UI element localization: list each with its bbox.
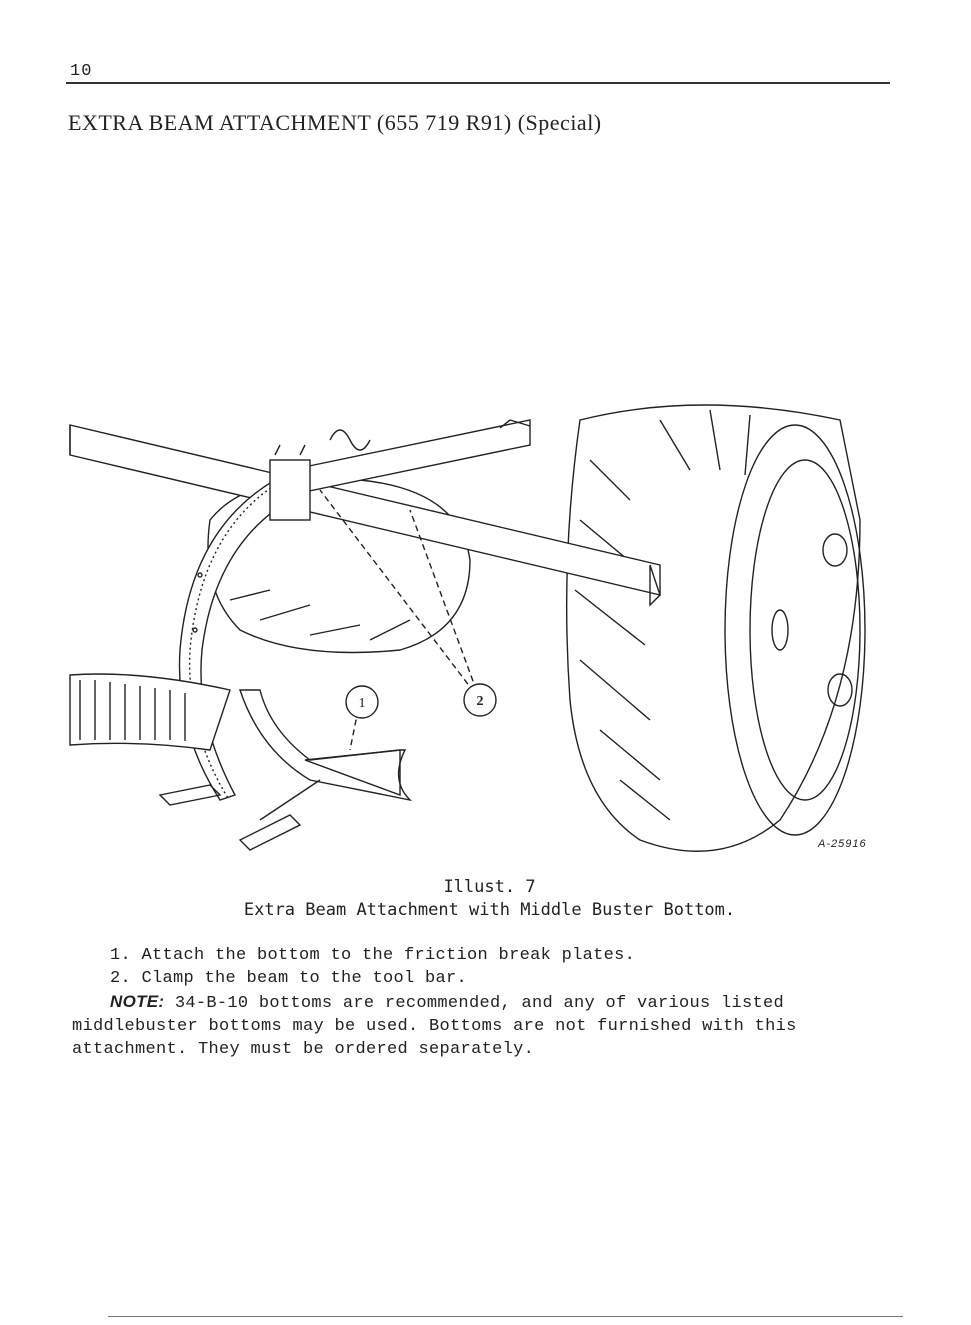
note-text-1: 34-B-10 bottoms are recommended, and any of various listed <box>164 994 784 1013</box>
tractor-rear-wheel <box>567 405 865 851</box>
curved-shank <box>180 480 291 800</box>
callout-1-label: 1 <box>358 696 366 711</box>
callout-2 <box>464 684 496 716</box>
extra-beam <box>290 420 530 495</box>
caption-line-2: Extra Beam Attachment with Middle Buster Bottom. <box>243 900 736 920</box>
tool-bar <box>70 425 660 605</box>
header-rule <box>66 82 890 84</box>
page-number: 10 <box>70 62 93 81</box>
caption-line-1: Illust. 7 <box>443 877 536 897</box>
instruction-step: 1. Attach the bottom to the friction break plates. <box>110 946 636 965</box>
instruction-step: 2. Clamp the beam to the tool bar. <box>110 969 468 988</box>
callout-1 <box>346 686 378 718</box>
callout-2-label: 2 <box>476 694 484 709</box>
page-title: EXTRA BEAM ATTACHMENT (655 719 R91) (Special) <box>68 110 602 135</box>
instructions <box>72 944 862 1061</box>
illustration <box>60 400 890 870</box>
attachment-drawing <box>60 400 890 870</box>
note-label: NOTE: <box>110 992 165 1011</box>
footer-rule <box>108 1316 903 1317</box>
note-line-3: attachment. They must be ordered separately. <box>72 1040 535 1059</box>
figure-code: A-25916 <box>818 838 867 850</box>
note-line-2: middlebuster bottoms may be used. Bottoms are not furnished with this <box>72 1017 797 1036</box>
note-line-1 <box>72 990 862 1015</box>
